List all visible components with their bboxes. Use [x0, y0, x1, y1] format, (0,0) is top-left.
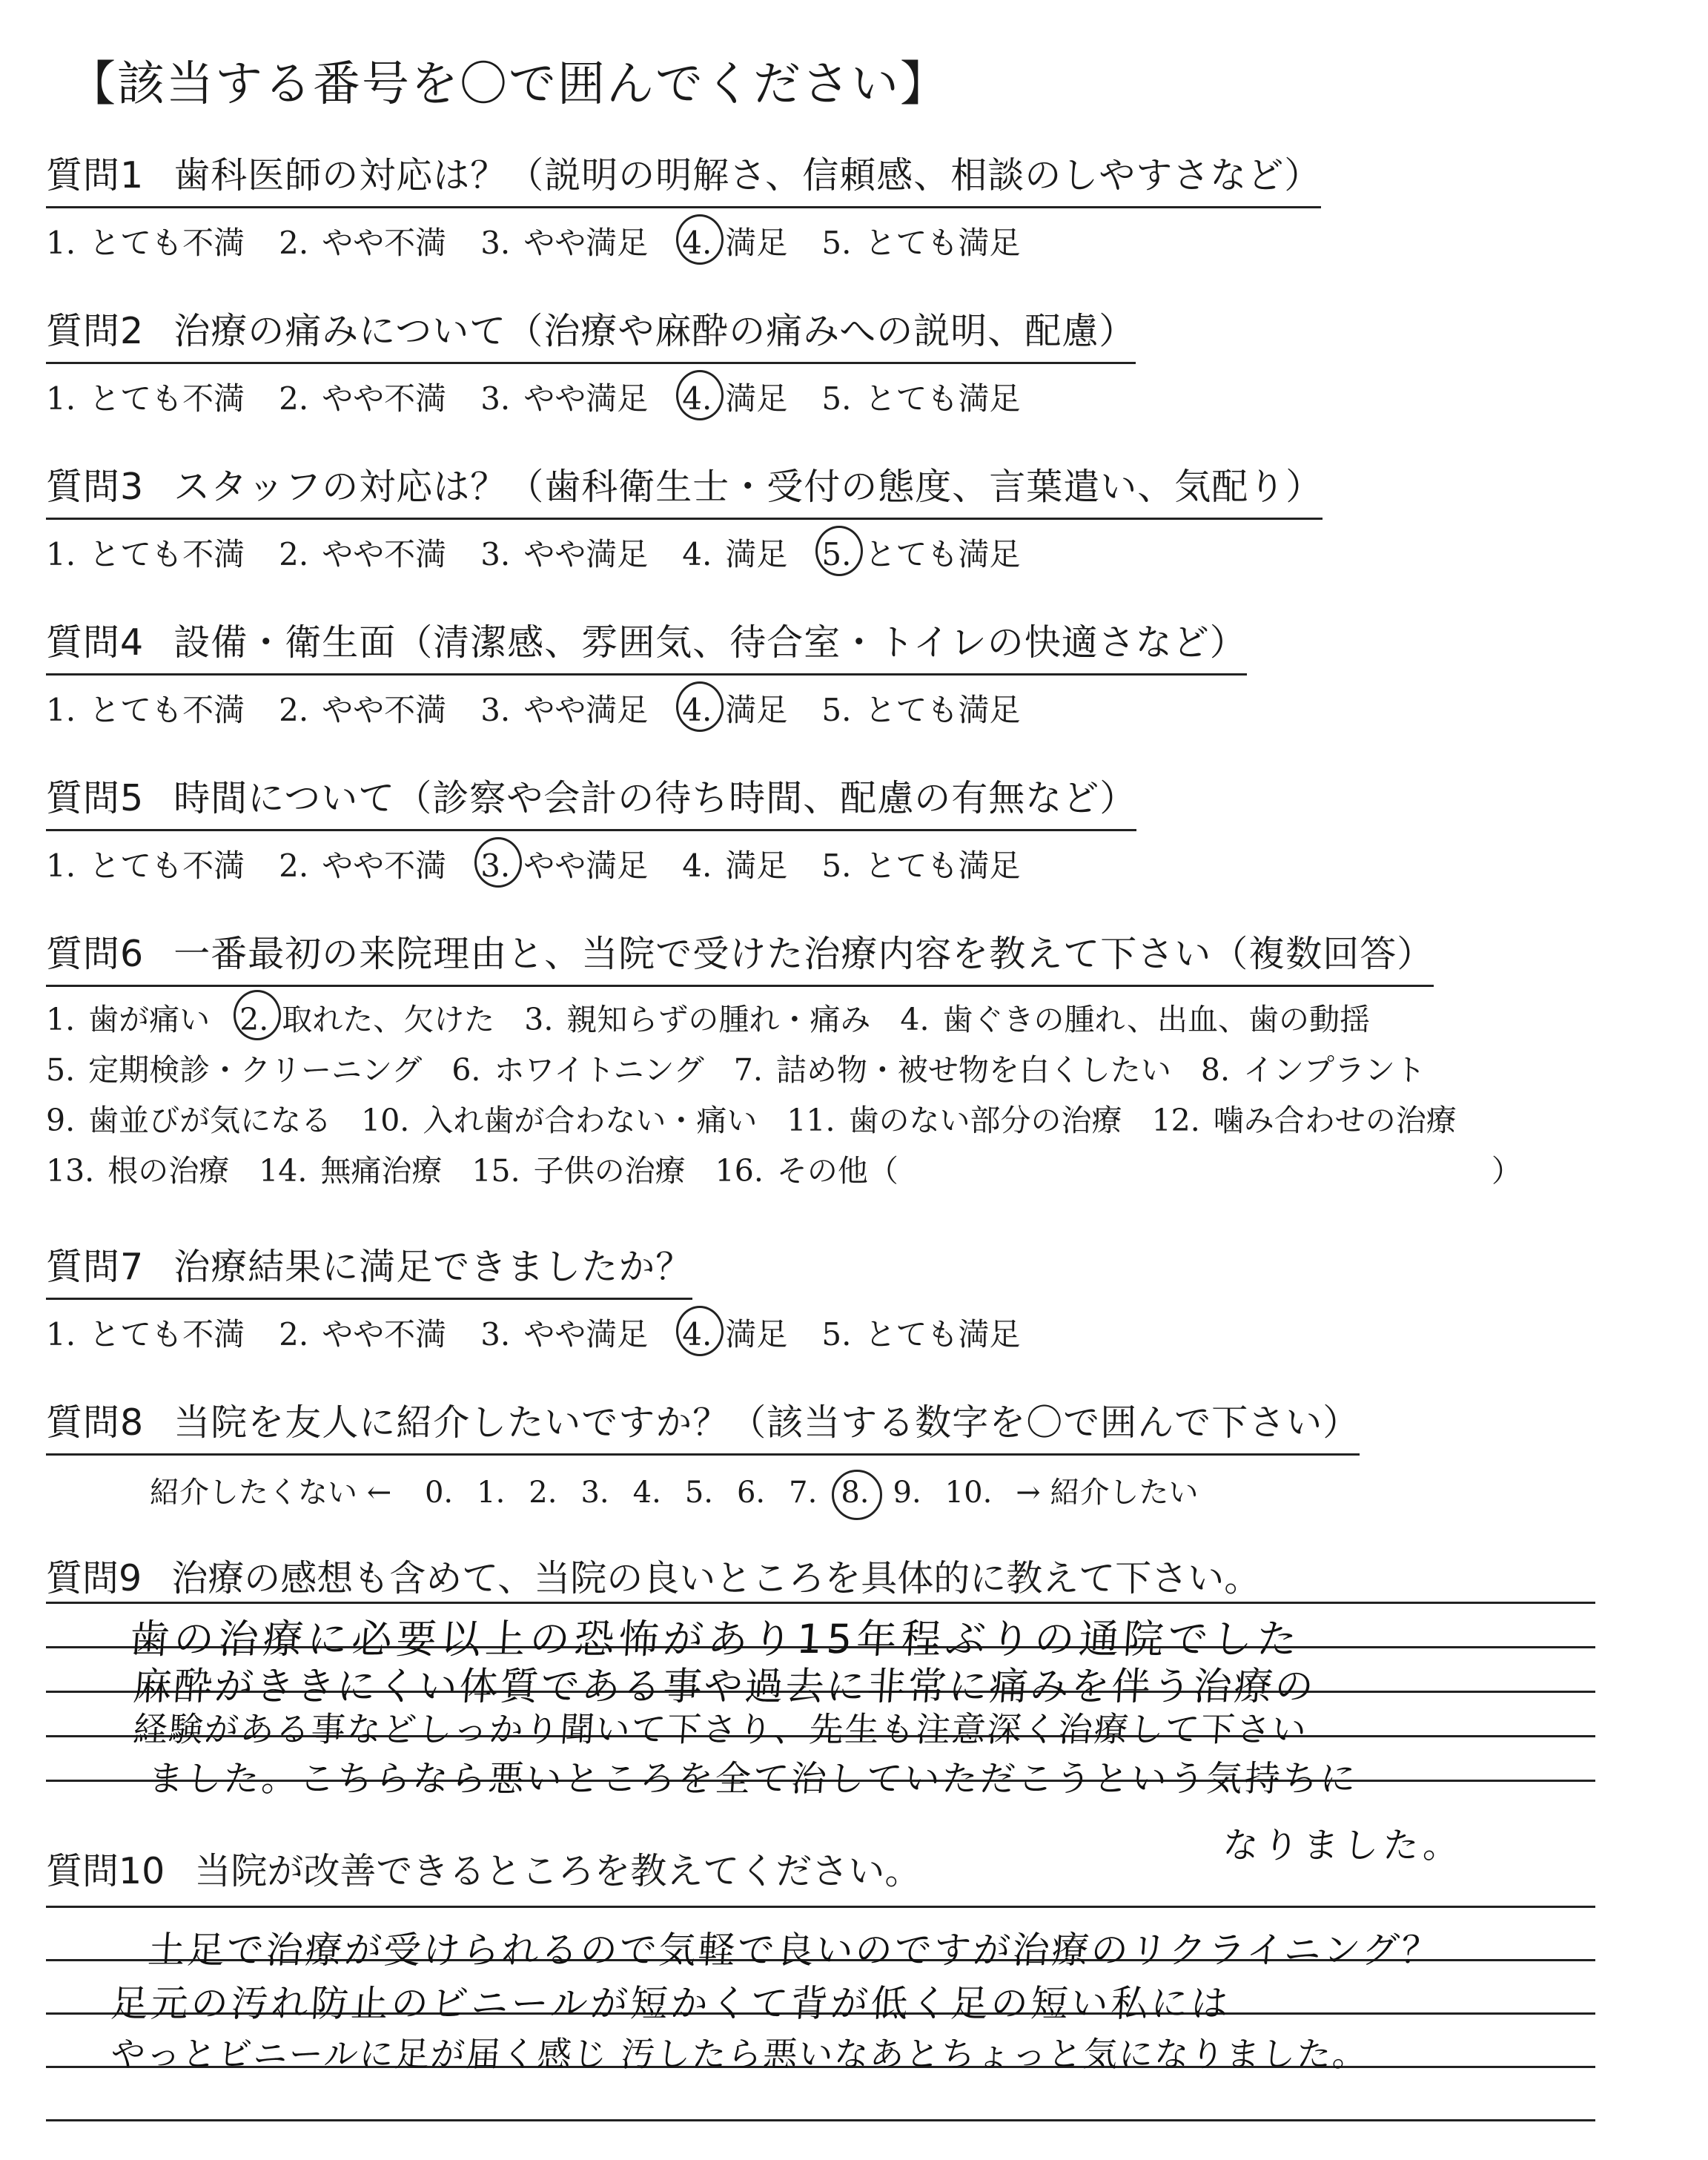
option-number: 14.: [259, 1153, 308, 1189]
option-number: 5.: [821, 692, 852, 728]
q2-options: [46, 374, 1136, 419]
option-number: 2.: [279, 536, 309, 572]
scale-value-4[interactable]: 4.: [632, 1476, 661, 1510]
answer-option-5[interactable]: [821, 686, 1020, 730]
treatment-option-14[interactable]: [259, 1146, 442, 1196]
option-label: とても不満: [89, 536, 245, 572]
ruled-line: [46, 2119, 1595, 2121]
option-label: 満足: [725, 225, 788, 261]
treatment-option-16[interactable]: [715, 1146, 898, 1196]
answer-option-1[interactable]: [46, 219, 245, 263]
treatment-option-9[interactable]: [46, 1095, 331, 1146]
option-label: 歯ぐきの腫れ、出血、歯の動揺: [942, 1002, 1370, 1037]
question-text: 時間について（診察や会計の待ち時間、配慮の有無など）: [173, 777, 1137, 819]
answer-option-4[interactable]: [682, 374, 787, 419]
treatment-option-10[interactable]: [361, 1095, 757, 1146]
option-label: 噛み合わせの治療: [1213, 1103, 1457, 1138]
option-number: 4.: [682, 1316, 712, 1353]
answer-option-5[interactable]: [821, 219, 1020, 263]
q5-title: [46, 770, 1136, 831]
option-label: 満足: [725, 1316, 788, 1353]
q7-options: [46, 1310, 1054, 1355]
option-number: 4.: [682, 225, 712, 261]
treatment-option-13[interactable]: [46, 1146, 229, 1196]
question-number: 質問8: [46, 1401, 145, 1444]
treatment-option-1[interactable]: [46, 994, 210, 1045]
option-number: 1.: [46, 536, 76, 572]
question-6: [46, 925, 1522, 1196]
answer-option-3[interactable]: [480, 1310, 648, 1355]
answer-option-3[interactable]: [480, 374, 648, 419]
question-number: 質問6: [46, 933, 145, 975]
scale-value-9[interactable]: 9.: [893, 1476, 921, 1510]
treatment-option-8[interactable]: [1201, 1045, 1426, 1095]
question-text: 一番最初の来院理由と、当院で受けた治療内容を教えて下さい（複数回答）: [173, 933, 1434, 975]
scale-left-label: 紹介したくない ←: [150, 1476, 392, 1510]
option-label: やや不満: [322, 848, 447, 884]
option-number: 3.: [480, 692, 511, 728]
option-label: やや不満: [322, 380, 447, 417]
treatment-option-4[interactable]: [900, 994, 1370, 1045]
option-label: とても満足: [864, 692, 1021, 728]
question-6-options: [46, 994, 1522, 1196]
option-number: 2.: [279, 848, 309, 884]
answer-option-5[interactable]: [821, 530, 1020, 575]
q9-answer-line-5: なりました。: [1221, 1825, 1465, 1866]
option-number: 12.: [1151, 1103, 1200, 1138]
treatment-option-6[interactable]: [451, 1045, 704, 1095]
option-number: 2.: [279, 692, 309, 728]
option-label: 歯並びが気になる: [88, 1103, 332, 1138]
answer-option-4[interactable]: [682, 686, 787, 730]
option-label: ホワイトニング: [494, 1052, 704, 1088]
option-label: 親知らずの腫れ・痛み: [566, 1002, 871, 1037]
question-6-title: [46, 925, 1434, 987]
q9-answer-line-4: ました。こちらなら悪いところを全て治していただこうという気持ちに: [146, 1758, 1360, 1800]
option-label: とても満足: [864, 380, 1021, 417]
question-1: [46, 147, 1321, 263]
option-number: 5.: [821, 225, 852, 261]
option-label: とても満足: [864, 1316, 1021, 1353]
option-label: 満足: [725, 380, 788, 417]
option-label: やや不満: [322, 1316, 447, 1353]
option-number: 2.: [279, 380, 309, 417]
option-number: 4.: [900, 1002, 930, 1037]
option-number: 7.: [733, 1052, 763, 1088]
answer-option-4[interactable]: [682, 530, 787, 575]
option-label: とても不満: [89, 380, 245, 417]
question-text: 設備・衛生面（清潔感、雰囲気、待合室・トイレの快適さなど）: [173, 621, 1247, 664]
answer-option-3[interactable]: [480, 842, 648, 886]
option-label: やや満足: [523, 848, 649, 884]
q9-answer-line-1: 歯の治療に必要以上の恐怖があり15年程ぶりの通院でした: [128, 1616, 1303, 1662]
option-number: 3.: [480, 848, 511, 884]
q3-options: [46, 530, 1323, 575]
question-text: スタッフの対応は？（歯科衛生士・受付の態度、言葉遣い、気配り）: [173, 466, 1323, 508]
question-text: 治療結果に満足できましたか？: [173, 1246, 693, 1288]
answer-option-2[interactable]: [279, 1310, 446, 1355]
answer-option-3[interactable]: [480, 530, 648, 575]
option-number: 3.: [480, 225, 511, 261]
option-label: 根の治療: [107, 1153, 230, 1189]
survey-heading: 【該当する番号を〇で囲んでください】: [68, 57, 949, 112]
option-number: 9.: [46, 1103, 76, 1138]
answer-option-2[interactable]: [279, 374, 446, 419]
option-number: 8.: [1200, 1052, 1230, 1088]
answer-option-1[interactable]: [46, 842, 245, 886]
treatment-option-2[interactable]: [239, 994, 494, 1045]
option-label: 詰め物・被せ物を白くしたい: [775, 1052, 1171, 1088]
answer-option-4[interactable]: [682, 1310, 787, 1355]
option-number: 4.: [682, 848, 712, 884]
answer-option-2[interactable]: [279, 530, 446, 575]
scale-value-6[interactable]: 6.: [736, 1476, 766, 1510]
option-number: 10.: [361, 1103, 410, 1138]
q10-answer-line-1: 土足で治療が受けられるので気軽で良いのですが治療のリクライニング？: [146, 1929, 1443, 1972]
scale-value-8[interactable]: 8.: [841, 1476, 870, 1510]
option-number: 1.: [46, 1002, 76, 1037]
scale-value-10[interactable]: 10.: [944, 1476, 993, 1510]
option-number: 3.: [480, 536, 511, 572]
option-label: 歯のない部分の治療: [848, 1103, 1122, 1138]
option-number: 11.: [787, 1103, 835, 1138]
option-label: 満足: [725, 848, 788, 884]
q4-options: [46, 686, 1247, 730]
question-7: [46, 1238, 1054, 1355]
option-label: やや満足: [523, 692, 649, 728]
question-9: [46, 1550, 1260, 1602]
scale-value-7[interactable]: 7.: [789, 1476, 818, 1510]
option-label: 歯が痛い: [88, 1002, 211, 1037]
scale-right-label: → 紹介したい: [1016, 1476, 1199, 1510]
option-number: 2.: [279, 225, 309, 261]
answer-option-5[interactable]: [821, 374, 1020, 419]
answer-option-5[interactable]: [821, 842, 1020, 886]
ruled-line: [46, 1906, 1595, 1908]
answer-option-4[interactable]: [682, 842, 787, 886]
option-label: とても不満: [89, 692, 245, 728]
option-label: 入れ歯が合わない・痛い: [423, 1103, 758, 1138]
answer-option-5[interactable]: [821, 1310, 1020, 1355]
treatment-option-15[interactable]: [471, 1146, 685, 1196]
answer-option-1[interactable]: [46, 374, 245, 419]
question-8: [46, 1394, 1360, 1511]
scale-value-1[interactable]: 1.: [477, 1476, 506, 1510]
answer-option-3[interactable]: [480, 219, 648, 263]
option-number: 2.: [239, 1002, 269, 1037]
option-number: 1.: [46, 1316, 76, 1353]
question-number: 質問9: [46, 1557, 142, 1599]
option-number: 3.: [524, 1002, 554, 1037]
option-number: 5.: [821, 1316, 852, 1353]
option-label: インプラント: [1243, 1052, 1426, 1088]
option-label: やや不満: [322, 692, 447, 728]
option-number: 1.: [46, 848, 76, 884]
treatment-option-7[interactable]: [734, 1045, 1171, 1095]
q7-title: [46, 1238, 692, 1300]
option-label: やや不満: [322, 225, 447, 261]
q9-answer-line-3: 経験がある事などしっかり聞いて下さり、先生も注意深く治療して下さい: [131, 1709, 1309, 1749]
scale-value-3[interactable]: 3.: [580, 1476, 609, 1510]
option-number: 3.: [480, 1316, 511, 1353]
option-label: とても満足: [864, 225, 1021, 261]
option-number: 4.: [682, 380, 712, 417]
q4-title: [46, 614, 1247, 676]
question-3: [46, 458, 1323, 575]
option-number: 4.: [682, 692, 712, 728]
option-number: 5.: [821, 380, 852, 417]
question-10-title: [46, 1843, 921, 1895]
q10-answer-line-3: やっとビニールに足が届く感じ 汚したら悪いなあとちょっと気になりました。: [109, 2034, 1370, 2074]
question-5: [46, 770, 1136, 886]
option-number: 6.: [451, 1052, 481, 1088]
option-label: 無痛治療: [320, 1153, 443, 1189]
q3-title: [46, 458, 1323, 520]
answer-option-2[interactable]: [279, 842, 446, 886]
option-number: 5.: [821, 848, 852, 884]
question-number: 質問10: [46, 1850, 165, 1892]
q2-title: [46, 303, 1136, 364]
option-label: 満足: [725, 692, 788, 728]
treatment-option-12[interactable]: [1152, 1095, 1457, 1146]
question-text: 歯科医師の対応は？（説明の明解さ、信頼感、相談のしやすさなど）: [173, 154, 1322, 196]
option-label: とても不満: [89, 225, 245, 261]
question-number: 質問5: [46, 777, 145, 819]
question-number: 質問2: [46, 310, 145, 352]
option-number: 15.: [471, 1153, 520, 1189]
option-number: 3.: [480, 380, 511, 417]
option-label: やや満足: [523, 1316, 649, 1353]
q1-options: [46, 219, 1321, 263]
option-label: やや満足: [523, 225, 649, 261]
scale-value-5[interactable]: 5.: [684, 1476, 713, 1510]
treatment-option-11[interactable]: [787, 1095, 1122, 1146]
scale-value-0[interactable]: 0.: [424, 1476, 454, 1510]
question-text: 当院を友人に紹介したいですか？（該当する数字を〇で囲んで下さい）: [173, 1401, 1360, 1444]
option-label: やや満足: [523, 380, 649, 417]
option-number: 2.: [279, 1316, 309, 1353]
question-8-title: [46, 1394, 1360, 1456]
option-label: 子供の治療: [533, 1153, 686, 1189]
option-label: 定期検診・クリーニング: [88, 1052, 423, 1088]
option-number: 13.: [46, 1153, 95, 1189]
question-text: 当院が改善できるところを教えてください。: [194, 1850, 921, 1892]
question-2: [46, 303, 1136, 419]
answer-option-1[interactable]: [46, 1310, 245, 1355]
option-number: 1.: [46, 225, 76, 261]
ruled-line: [46, 1602, 1595, 1604]
answer-option-4[interactable]: [682, 219, 787, 263]
recommend-scale: [150, 1469, 1360, 1511]
option-label: やや不満: [322, 536, 447, 572]
option-number: 16.: [715, 1153, 764, 1189]
option-label: とても不満: [89, 848, 245, 884]
answer-option-1[interactable]: [46, 686, 245, 730]
question-9-title: [46, 1550, 1260, 1602]
treatment-option-5[interactable]: [46, 1045, 422, 1095]
option-number: 5.: [821, 536, 852, 572]
option-label: とても満足: [864, 536, 1021, 572]
answer-option-2[interactable]: [279, 686, 446, 730]
question-number: 質問1: [46, 154, 145, 196]
question-10: [46, 1843, 921, 1895]
question-4: [46, 614, 1247, 730]
option-label: 満足: [725, 536, 788, 572]
option-label: その他（: [776, 1153, 898, 1189]
scale-value-2[interactable]: 2.: [529, 1476, 557, 1510]
other-close-paren: ）: [1491, 1153, 1522, 1189]
q10-answer-line-2: 足元の汚れ防止のビニールが短かくて背が低く足の短い私には: [109, 1982, 1233, 2025]
question-text: 治療の痛みについて（治療や麻酔の痛みへの説明、配慮）: [173, 310, 1136, 352]
question-text: 治療の感想も含めて、当院の良いところを具体的に教えて下さい。: [171, 1557, 1261, 1599]
question-number: 質問7: [46, 1246, 145, 1288]
question-number: 質問4: [46, 621, 145, 664]
answer-option-3[interactable]: [480, 686, 648, 730]
q5-options: [46, 842, 1136, 886]
treatment-option-3[interactable]: [524, 994, 870, 1045]
option-label: とても満足: [864, 848, 1021, 884]
option-label: とても不満: [89, 1316, 245, 1353]
answer-option-1[interactable]: [46, 530, 245, 575]
q1-title: [46, 147, 1321, 208]
option-number: 1.: [46, 380, 76, 417]
option-number: 1.: [46, 692, 76, 728]
option-label: やや満足: [523, 536, 649, 572]
option-label: 取れた、欠けた: [282, 1002, 495, 1037]
option-number: 4.: [682, 536, 712, 572]
question-number: 質問3: [46, 466, 145, 508]
answer-option-2[interactable]: [279, 219, 446, 263]
q9-answer-line-2: 麻酔がききにくい体質である事や過去に非常に痛みを伴う治療の: [131, 1665, 1317, 1709]
option-number: 5.: [46, 1052, 76, 1088]
